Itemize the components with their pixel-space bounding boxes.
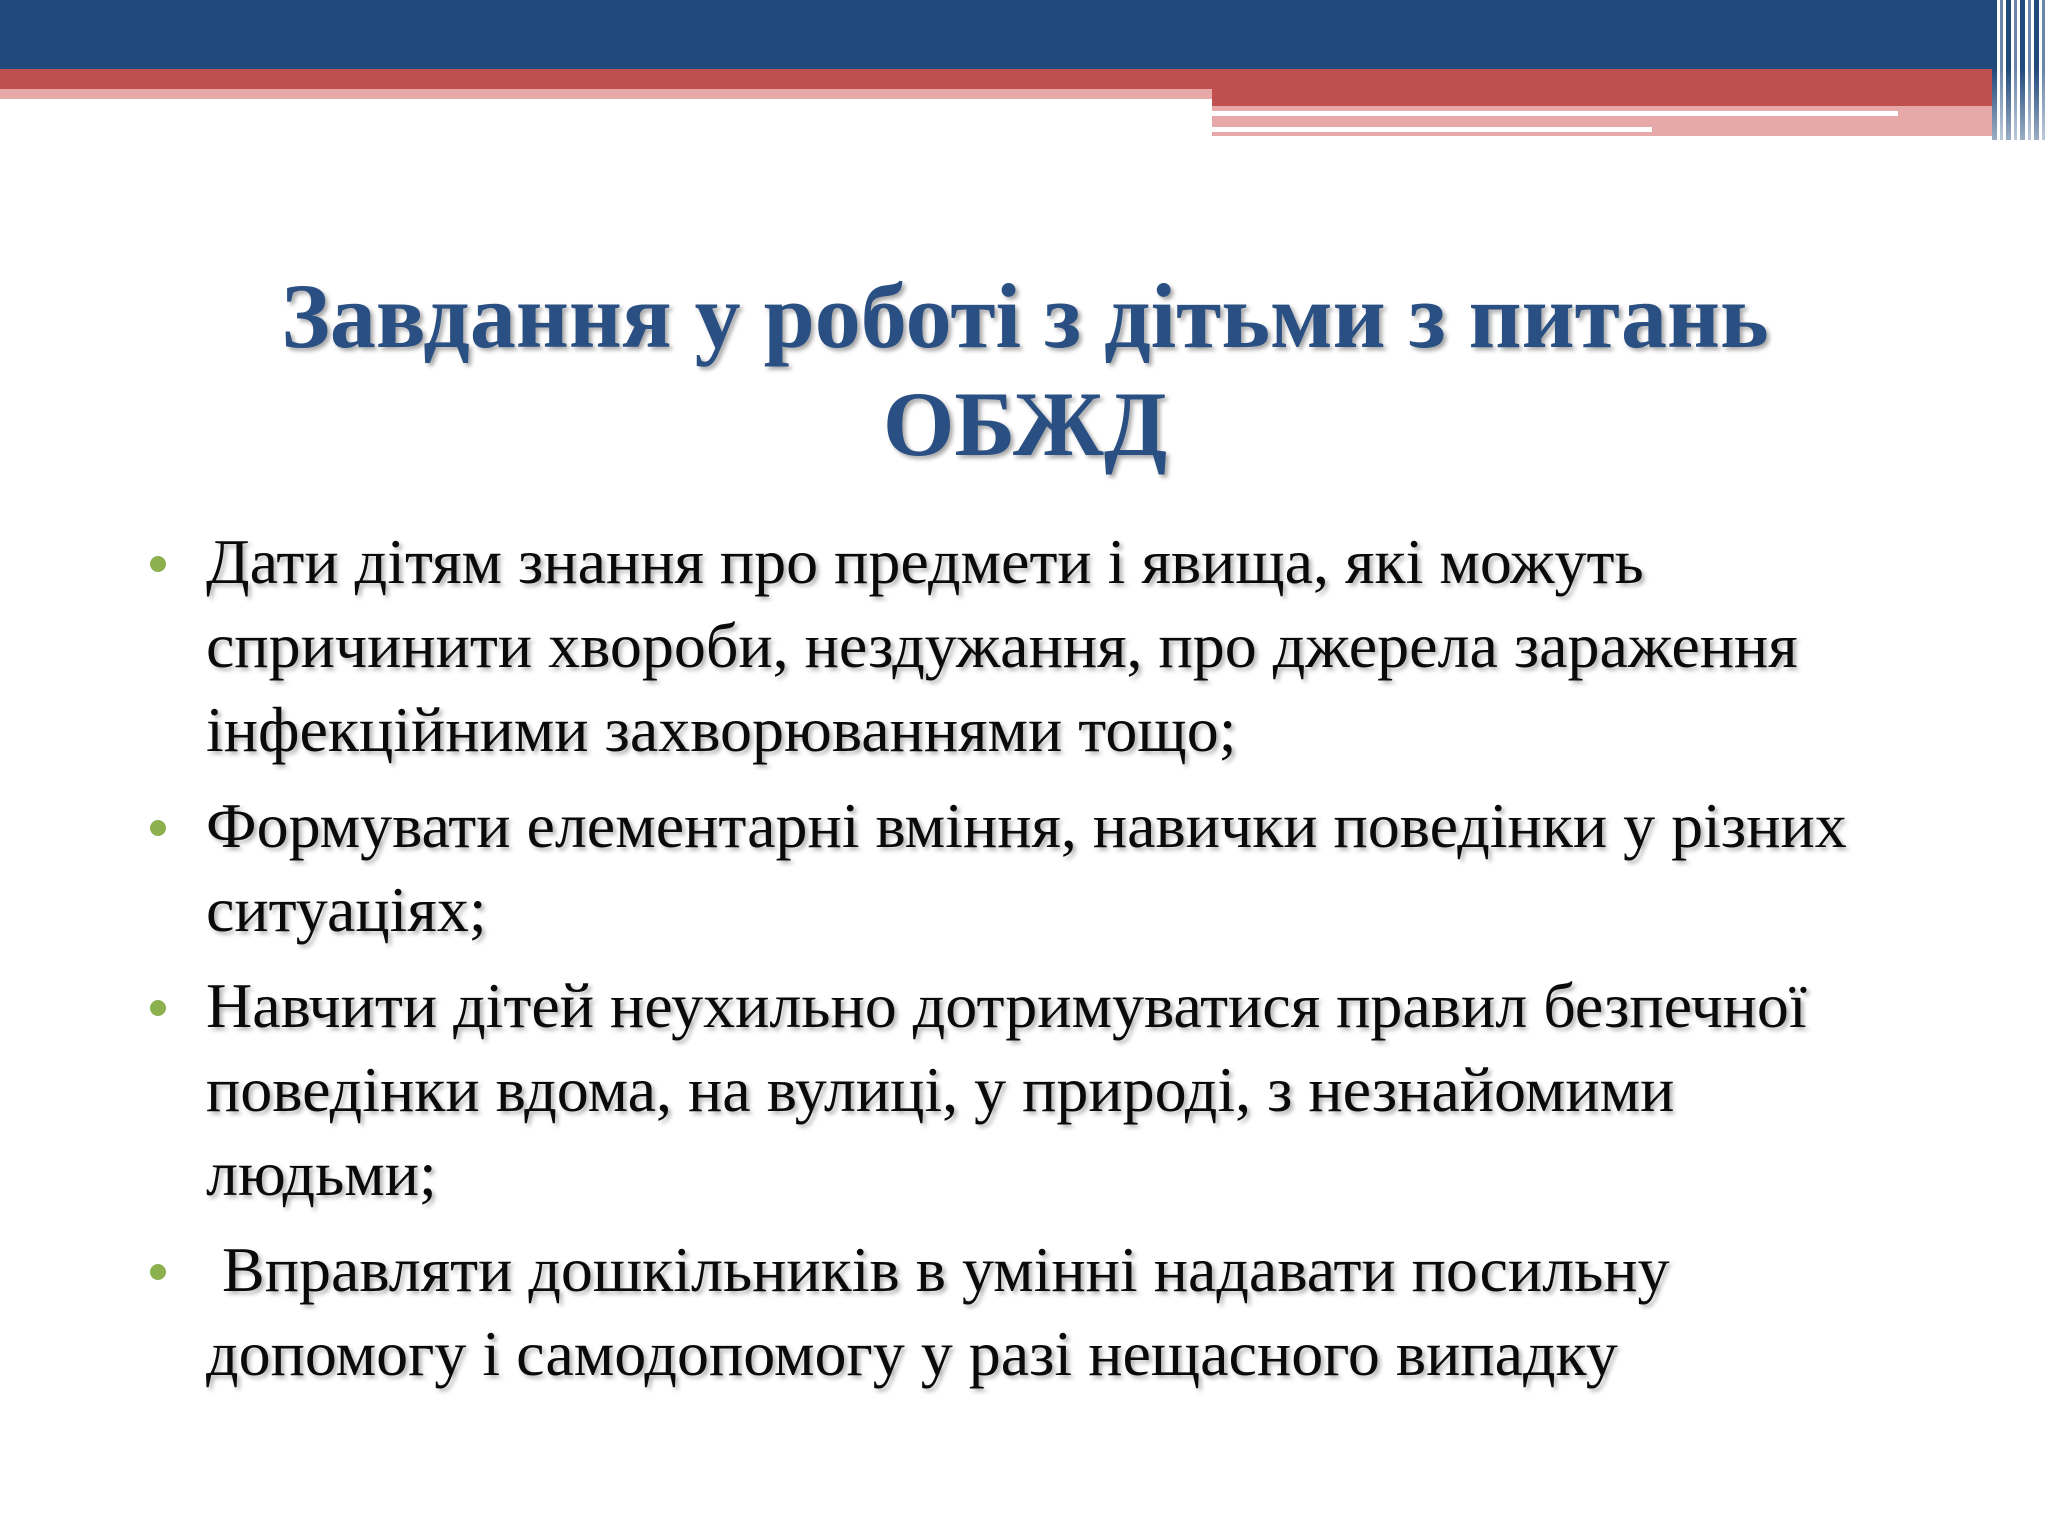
header-bar-red-right xyxy=(1212,89,2000,106)
bullet-text: Вправляти дошкільників в умінні надавати посильну допомогу і самодопомогу у разі нещасного випадку xyxy=(206,1234,1686,1389)
header-bar-red xyxy=(0,69,2000,89)
header-bar-blue xyxy=(0,0,2048,69)
bullet-item xyxy=(150,784,1910,952)
bullet-dot-icon xyxy=(150,820,166,836)
bullet-item xyxy=(150,1228,1910,1396)
bullet-dot-icon xyxy=(150,556,166,572)
header-line-white xyxy=(1212,111,1898,116)
header-line-white-short xyxy=(1212,127,1652,132)
bullet-text: Дати дітям знання про предмети і явища, які можуть спричинити хвороби, нездужання, про джерела зараження інфекційними захворюваннями тощо; xyxy=(206,526,1798,765)
header-stripes-fade xyxy=(1992,69,2048,140)
bullet-list xyxy=(150,520,1910,1408)
bullet-dot-icon xyxy=(150,1000,166,1016)
header-bar-pink xyxy=(0,89,1212,99)
bullet-item xyxy=(150,520,1910,772)
bullet-dot-icon xyxy=(150,1264,166,1280)
bullet-text: Формувати елементарні вміння, навички поведінки у різних ситуаціях; xyxy=(206,790,1847,945)
slide-title: Завдання у роботі з дітьми з питань ОБЖД xyxy=(281,265,1769,475)
bullet-text: Навчити дітей неухильно дотримуватися правил безпечної поведінки вдома, на вулиці, у природі, з незнайомими людьми; xyxy=(206,970,1807,1209)
bullet-item xyxy=(150,964,1910,1216)
